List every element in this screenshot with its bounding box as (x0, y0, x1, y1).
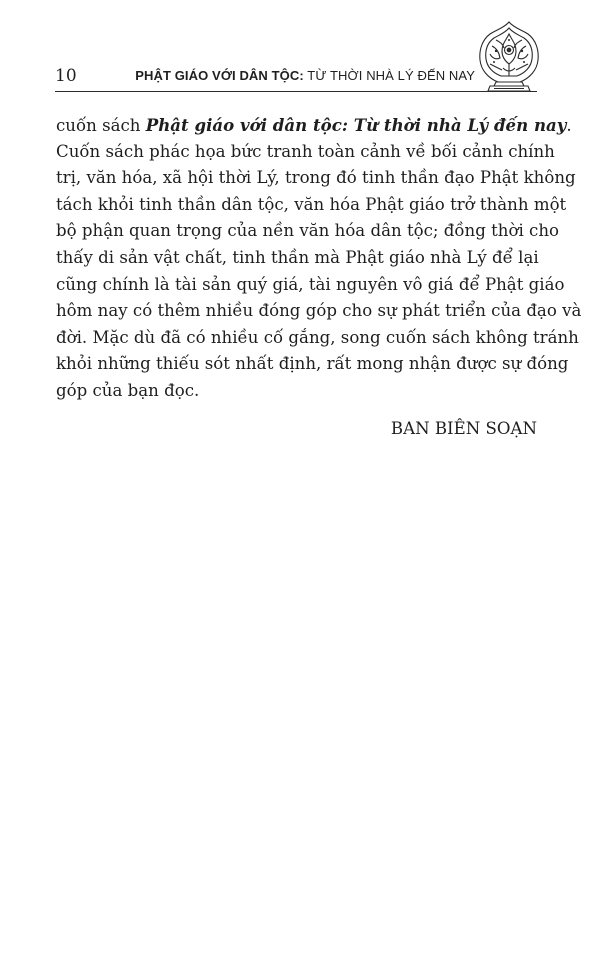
body-paragraph (56, 112, 582, 405)
text-line-last: góp của bạn đọc. (56, 380, 200, 400)
book-title: Phật giáo với dân tộc: Từ thời nhà Lý đến nay (145, 115, 567, 135)
text-line: đời. Mặc dù đã có nhiều cố gắng, song cuốn sách không tránh (56, 327, 579, 347)
text-line-1 (56, 112, 572, 139)
running-title-bold: PHẬT GIÁO VỚI DÂN TỘC: (135, 68, 304, 83)
lotus-bodhi-leaf-icon (476, 20, 542, 94)
text-line: bộ phận quan trọng của nền văn hóa dân tộc; đồng thời cho (56, 221, 560, 241)
text-line: tách khỏi tinh thần dân tộc, văn hóa Phật giáo trở thành một (56, 194, 567, 214)
running-title (135, 68, 475, 83)
signature: BAN BIÊN SOẠN (390, 419, 537, 438)
running-title-regular: TỪ THỜI NHÀ LÝ ĐẾN NAY (303, 68, 475, 83)
text-line: hôm nay có thêm nhiều đóng góp cho sự phát triển của đạo và (56, 301, 582, 321)
header-rule (55, 91, 537, 92)
text-line-1-start: cuốn sách (56, 116, 146, 135)
page-header (55, 66, 475, 90)
text-line-1-end: . (566, 116, 572, 135)
text-line: khỏi những thiếu sót nhất định, rất mong nhận được sự đóng (56, 354, 569, 374)
text-line: Cuốn sách phác họa bức tranh toàn cảnh về bối cảnh chính (56, 141, 555, 161)
page-number: 10 (55, 66, 77, 86)
text-line: cũng chính là tài sản quý giá, tài nguyên vô giá để Phật giáo (56, 274, 565, 294)
text-line: trị, văn hóa, xã hội thời Lý, trong đó tinh thần đạo Phật không (56, 168, 576, 188)
text-line: thấy di sản vật chất, tinh thần mà Phật giáo nhà Lý để lại (56, 247, 539, 267)
